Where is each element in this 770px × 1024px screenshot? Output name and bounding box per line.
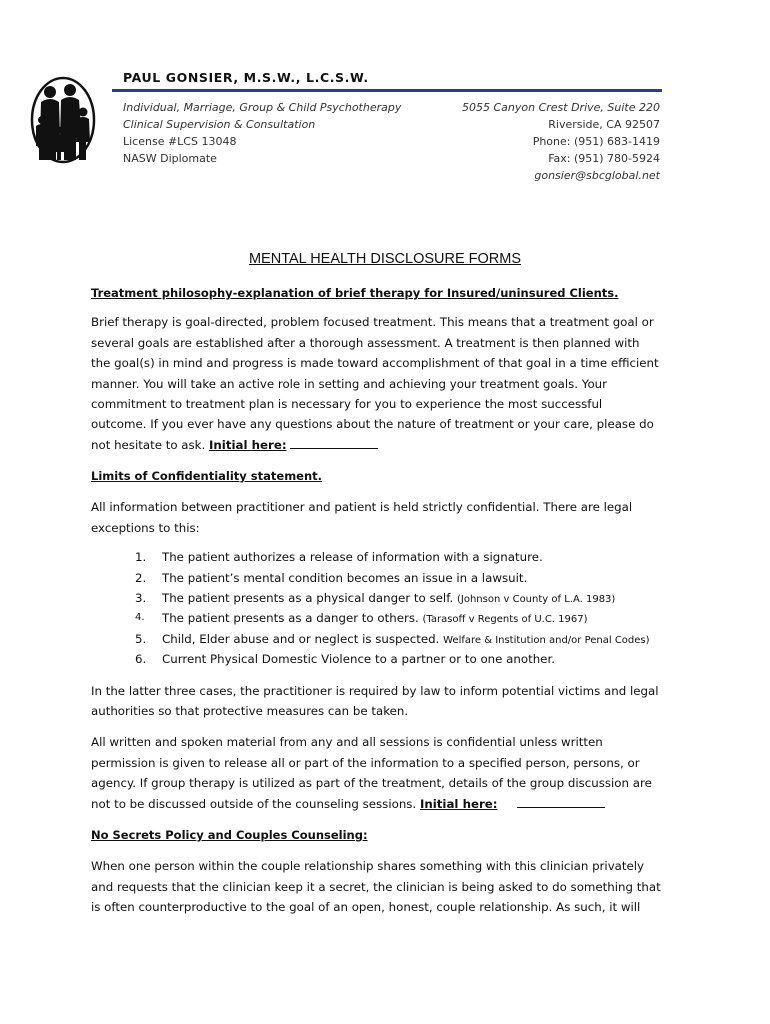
initial-field[interactable] xyxy=(290,436,378,449)
exceptions-list xyxy=(91,547,691,669)
credential-line: License #LCS 13048 xyxy=(123,135,237,148)
list-item xyxy=(91,608,691,628)
credential-line: Clinical Supervision & Consultation xyxy=(123,118,316,131)
fax-line: Fax: (951) 780-5924 xyxy=(548,152,660,165)
email-link[interactable]: gonsier@sbcglobal.net xyxy=(534,169,660,182)
list-number: 5. xyxy=(135,631,147,646)
text-line: and requests that the clinician keep it a secret, the clinician is being asked to do something that xyxy=(91,879,661,894)
latter-cases-paragraph xyxy=(91,681,691,722)
initial-here-label: Initial here: xyxy=(209,437,287,452)
text-line: manner. You will take an active role in setting and achieving your treatment goals. Your xyxy=(91,376,607,391)
list-item xyxy=(91,547,691,567)
text-line xyxy=(91,435,691,455)
legal-citation: Welfare & Institution and/or Penal Codes) xyxy=(443,634,650,646)
text-line: All written and spoken material from any and all sessions is confidential unless written xyxy=(91,735,603,750)
practitioner-name: PAUL GONSIER, M.S.W., L.C.S.W. xyxy=(123,70,369,85)
list-text: Child, Elder abuse and or neglect is suspected. xyxy=(162,631,444,646)
treatment-paragraph xyxy=(91,312,691,455)
text-line: commitment to treatment plan is necessary for you to experience the most successful xyxy=(91,397,603,412)
list-text: The patient presents as a physical danger to self. xyxy=(162,591,457,605)
written-material-paragraph xyxy=(91,732,691,814)
list-number: 4. xyxy=(135,612,145,624)
text-line: outcome. If you ever have any questions about the nature of treatment or your care, please do xyxy=(91,417,654,432)
text-fragment: not hesitate to ask. xyxy=(91,437,210,452)
text-line: All information between practitioner and patient is held strictly confidential. There are legal xyxy=(91,500,633,515)
text-line: permission is given to release all or part of the information to a specified person, persons, or xyxy=(91,755,640,770)
list-text: The patient’s mental condition becomes an issue in a lawsuit. xyxy=(162,570,528,585)
contact-block xyxy=(462,99,660,184)
family-logo xyxy=(30,76,96,164)
text-line: Brief therapy is goal-directed, problem focused treatment. This means that a treatment goal or xyxy=(91,315,654,330)
list-item xyxy=(91,629,691,649)
list-number: 6. xyxy=(135,652,147,667)
text-line: exceptions to this: xyxy=(91,520,200,535)
text-line: authorities so that protective measures can be taken. xyxy=(91,703,409,718)
treatment-heading: Treatment philosophy-explanation of brief therapy for Insured/uninsured Clients. xyxy=(91,286,619,300)
credential-line: Individual, Marriage, Group & Child Psychotherapy xyxy=(123,101,402,114)
list-text: The patient authorizes a release of information with a signature. xyxy=(162,550,543,565)
phone-line: Phone: (951) 683-1419 xyxy=(532,135,660,148)
list-number: 1. xyxy=(135,550,147,565)
text-line xyxy=(91,794,691,814)
confidentiality-intro xyxy=(91,497,691,538)
text-line: In the latter three cases, the practitioner is required by law to inform potential victims and legal xyxy=(91,683,659,698)
text-line: When one person within the couple relationship shares something with this clinician privately xyxy=(91,859,645,874)
page-title: MENTAL HEALTH DISCLOSURE FORMS xyxy=(248,251,522,267)
no-secrets-paragraph xyxy=(91,856,691,917)
text-line: agency. If group therapy is utilized as part of the treatment, details of the group discussion are xyxy=(91,776,652,791)
credentials-block xyxy=(123,99,401,167)
no-secrets-heading: No Secrets Policy and Couples Counseling: xyxy=(91,828,368,842)
text-fragment: not to be discussed outside of the counseling sessions. xyxy=(91,796,420,811)
list-text: Current Physical Domestic Violence to a partner or to one another. xyxy=(162,652,555,667)
address-line: 5055 Canyon Crest Drive, Suite 220 xyxy=(461,101,660,114)
legal-citation: (Tarasoff v Regents of U.C. 1967) xyxy=(422,614,588,626)
header-divider xyxy=(112,89,662,92)
list-item xyxy=(91,588,691,608)
city-line: Riverside, CA 92507 xyxy=(548,118,660,131)
list-number: 3. xyxy=(135,591,147,605)
text-line: is often counterproductive to the goal of an open, honest, couple relationship. As such, it will xyxy=(91,900,641,915)
list-item xyxy=(91,568,691,588)
initial-here-label: Initial here: xyxy=(419,796,498,811)
list-item xyxy=(91,649,691,669)
confidentiality-heading: Limits of Confidentiality statement. xyxy=(91,469,323,483)
legal-citation: (Johnson v County of L.A. 1983) xyxy=(457,594,616,605)
list-text: The patient presents as a danger to others. xyxy=(162,611,423,626)
list-number: 2. xyxy=(135,570,147,585)
text-line: several goals are established after a thorough assessment. A treatment is then planned with xyxy=(91,335,640,350)
credential-line: NASW Diplomate xyxy=(123,152,217,165)
initial-field[interactable] xyxy=(517,795,605,808)
no-secrets-section xyxy=(91,825,691,918)
confidentiality-section xyxy=(91,466,691,814)
text-line: the goal(s) in mind and progress is made toward accomplishment of that goal in a time efficient xyxy=(91,356,659,371)
treatment-section xyxy=(91,283,691,455)
